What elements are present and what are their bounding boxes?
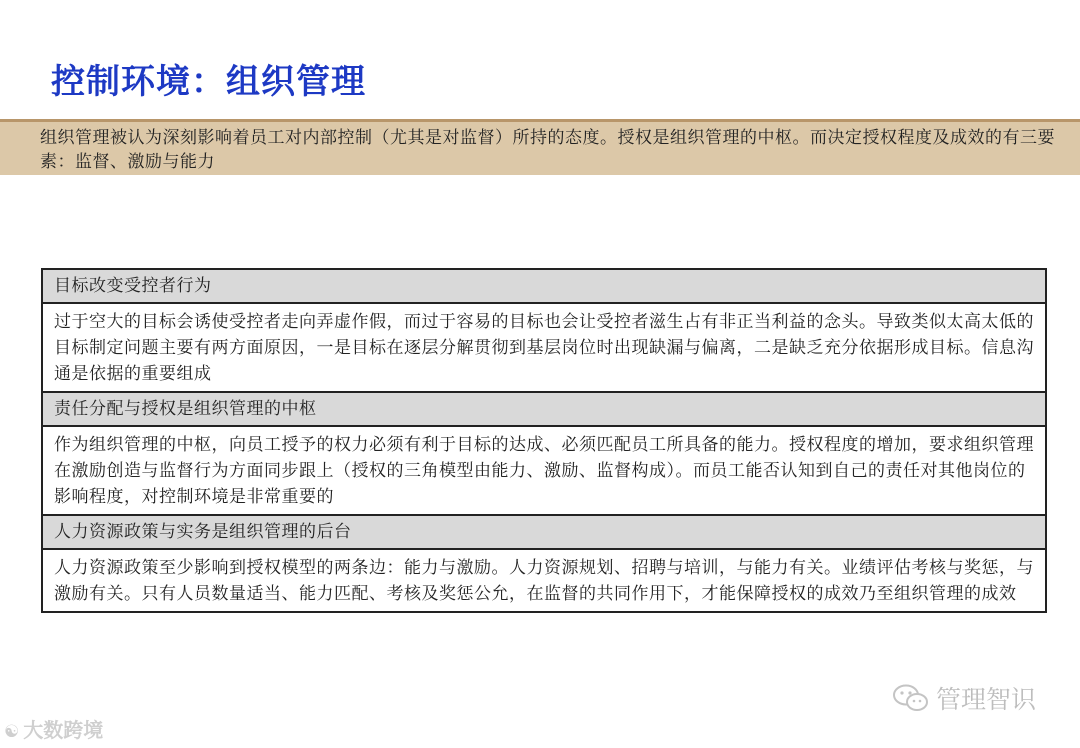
intro-band [0, 119, 1080, 175]
section-body-authorization: 作为组织管理的中枢，向员工授予的权力必须有利于目标的达成、必须匹配员工所具备的能力。授权程度的增加，要求组织管理在激励创造与监督行为方面同步跟上（授权的三角模型由能力、激励、监督构成）。而员工能否认知到自己的责任对其他岗位的影响程度，对控制环境是非常重要的 [43, 427, 1045, 516]
brand-logo-icon: ☯ [4, 722, 20, 742]
section-body-goals: 过于空大的目标会诱使受控者走向弄虚作假，而过于容易的目标也会让受控者滋生占有非正当利益的念头。导致类似太高太低的目标制定问题主要有两方面原因，一是目标在逐层分解贯彻到基层岗位时出现缺漏与偏离，二是缺乏充分依据形成目标。信息沟通是依据的重要组成 [43, 304, 1045, 393]
watermark-left [4, 714, 103, 743]
section-header-hr: 人力资源政策与实务是组织管理的后台 [43, 516, 1045, 550]
watermark-left-text: 大数跨境 [23, 718, 104, 742]
section-header-goals: 目标改变受控者行为 [43, 270, 1045, 304]
page-title: 控制环境：组织管理 [51, 62, 366, 102]
wechat-icon [892, 683, 930, 713]
intro-text: 组织管理被认为深刻影响着员工对内部控制（尤其是对监督）所持的态度。授权是组织管理的中枢。而决定授权程度及成效的有三要素：监督、激励与能力 [40, 128, 1055, 172]
content-table [41, 268, 1047, 613]
watermark-right-text: 管理智识 [936, 685, 1037, 714]
section-body-hr: 人力资源政策至少影响到授权模型的两条边：能力与激励。人力资源规划、招聘与培训，与能力有关。业绩评估考核与奖惩，与激励有关。只有人员数量适当、能力匹配、考核及奖惩公允，在监督的共同作用下，才能保障授权的成效乃至组织管理的成效 [43, 550, 1045, 611]
watermark-right [892, 680, 1036, 716]
section-header-authorization: 责任分配与授权是组织管理的中枢 [43, 393, 1045, 427]
